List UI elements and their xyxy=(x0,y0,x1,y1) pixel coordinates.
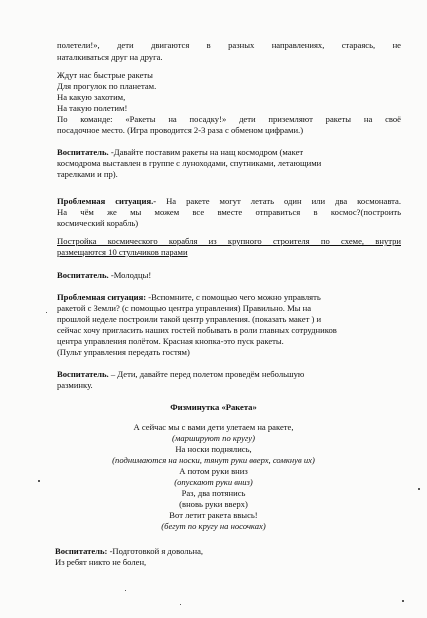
text-line: полетели!», дети двигаются в разных направлениях, стараясь, не xyxy=(57,40,401,50)
scan-speck xyxy=(402,600,404,602)
educator-paragraph xyxy=(57,369,304,380)
poem-line: На носки поднялись, xyxy=(175,444,252,454)
poem-line: Раз, два потянись xyxy=(181,488,246,498)
underlined-line: Постройка космического корабля из крупного строителя по схеме, внутри xyxy=(57,236,401,246)
text-line: прошлой неделе построили такой центр управления. (показать макет ) и xyxy=(57,314,322,324)
scan-speck xyxy=(418,488,420,490)
poem-line: На такую полетим! xyxy=(57,103,128,113)
poem-line: Ждут нас быстрые ракеты xyxy=(57,70,153,80)
text-line: центра управления полётом. Красная кнопка-это пуск ракеты. xyxy=(57,336,284,346)
problem-paragraph xyxy=(57,196,401,207)
poem-note: (поднимаются на носки, тянут руки вверх, сомкнув их) xyxy=(112,455,315,465)
educator-paragraph xyxy=(55,546,203,557)
text-line: По команде: «Ракеты на посадку!» дети приземляют ракеты на своё xyxy=(57,114,401,124)
text-line: Из ребят никто не болен, xyxy=(55,557,147,567)
text-line: посадочное место. (Игра проводится 2-3 раза с обменом цифрами.) xyxy=(57,125,304,135)
speaker-label: Воспитатель: xyxy=(55,546,108,556)
text-line: тарелками и пр). xyxy=(57,169,118,179)
speaker-label: Проблемная ситуация: xyxy=(57,292,147,302)
text-line: разминку. xyxy=(57,380,93,390)
paragraph-text: На ракете могут летать один или два космонавта. xyxy=(156,196,402,206)
poem-note: (маршируют по кругу) xyxy=(172,433,255,443)
underlined-line: размещаются 10 стульчиков парами xyxy=(57,247,188,257)
speaker-label: Воспитатель. xyxy=(57,147,109,157)
paragraph-text: – Дети, давайте перед полетом проведём небольшую xyxy=(108,369,305,379)
text-line: сейчас хочу пригласить наших гостей побывать в роли главных сотрудников xyxy=(57,325,337,335)
text-line: наталкиваться друг на друга. xyxy=(57,52,163,62)
paragraph-text: -Вспомните, с помощью чего можно управлять xyxy=(146,292,321,302)
scan-speck xyxy=(125,590,126,591)
text-line: На чём же мы можем все вместе отправиться в космос?(построить xyxy=(57,207,401,217)
paragraph-text: -Молодцы! xyxy=(108,270,152,280)
poem-line: Вот летит ракета ввысь! xyxy=(169,510,258,520)
poem-line: На какую захотим, xyxy=(57,92,126,102)
text-line: ракетой с Земли? (с помощью центра управления) Правильно. Мы на xyxy=(57,303,312,313)
speaker-label: Воспитатель. xyxy=(57,270,109,280)
poem-note: (вновь руки вверх) xyxy=(179,499,248,509)
text-line: (Пульт управления передать гостям) xyxy=(57,347,190,357)
educator-paragraph xyxy=(57,270,151,281)
text-line: космодрома выставлен в группе с луноходами, спутниками, летающими xyxy=(57,158,322,168)
speaker-label: Воспитатель. xyxy=(57,369,109,379)
poem-line: Для прогулок по планетам. xyxy=(57,81,157,91)
scan-speck xyxy=(180,604,181,605)
poem-line: А сейчас мы с вами дети улетаем на ракете, xyxy=(133,422,294,432)
speaker-label: Проблемная ситуация.- xyxy=(57,196,157,206)
educator-paragraph xyxy=(57,147,303,158)
text-line: космический корабль) xyxy=(57,218,139,228)
scan-speck xyxy=(46,312,47,313)
poem-note: (бегут по кругу на носочках) xyxy=(161,521,266,531)
scan-speck xyxy=(38,480,40,482)
paragraph-text: -Подготовкой я довольна, xyxy=(107,546,204,556)
poem-note: (опускают руки вниз) xyxy=(174,477,253,487)
paragraph-text: -Давайте поставим ракеты на нащ космодром (макет xyxy=(108,147,304,157)
problem-paragraph xyxy=(57,292,321,303)
section-title: Физминутка «Ракета» xyxy=(170,402,257,412)
poem-line: А потом руки вниз xyxy=(179,466,248,476)
